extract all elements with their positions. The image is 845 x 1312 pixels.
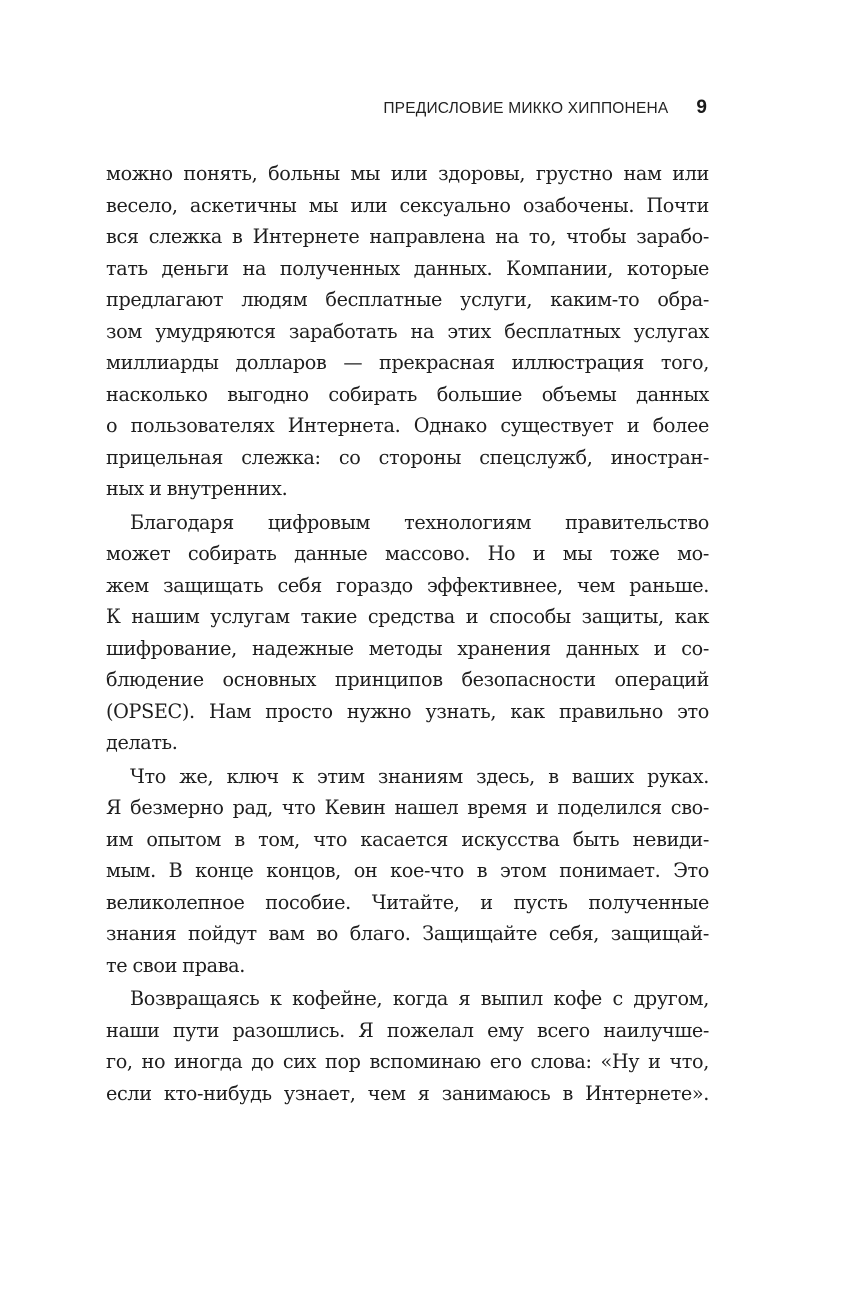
- text-line: если кто-нибудь узнает, чем я занимаюсь в Интернете».: [106, 1081, 709, 1105]
- text-line: жем защищать себя гораздо эффективнее, чем раньше.: [106, 573, 709, 597]
- text-line: им опытом в том, что касается искусства быть невиди-: [106, 827, 709, 851]
- paragraph-2: [106, 507, 709, 759]
- text-line: К нашим услугам такие средства и способы защиты, как: [106, 605, 709, 628]
- text-line: Возвращаясь к кофейне, когда я выпил кофе с другом,: [130, 987, 709, 1010]
- text-line: (OPSEC). Нам просто нужно узнать, как правильно это: [106, 699, 709, 723]
- text-line: Что же, ключ к этим знаниям здесь, в ваших руках.: [130, 764, 709, 788]
- text-line: вся слежка в Интернете направлена на то, чтобы зарабо-: [106, 225, 709, 248]
- text-line: весело, аскетичны мы или сексуально озабочены. Почти: [106, 193, 709, 217]
- paragraph-4: [106, 983, 709, 1109]
- running-head: [106, 97, 707, 119]
- paragraph-1: [106, 158, 709, 505]
- text-line: шифрование, надежные методы хранения данных и со-: [106, 636, 709, 660]
- text-line: наши пути разошлись. Я пожелал ему всего наилучше-: [106, 1018, 709, 1042]
- text-line: го, но иногда до сих пор вспоминаю его слова: «Ну и что,: [106, 1050, 709, 1073]
- text-line: те свои права.: [106, 953, 246, 977]
- text-line: тать деньги на полученных данных. Компании, которые: [106, 256, 709, 280]
- text-line: прицельная слежка: со стороны спецслужб, иностран-: [106, 445, 709, 469]
- text-line: ных и внутренних.: [106, 477, 288, 500]
- text-line: делать.: [106, 731, 178, 754]
- page-number: 9: [696, 97, 707, 118]
- text-line: блюдение основных принципов безопасности операций: [106, 668, 709, 691]
- paragraph-3: [106, 761, 709, 982]
- body-text: [106, 158, 709, 1111]
- text-line: Я безмерно рад, что Кевин нашел время и поделился сво-: [106, 796, 709, 819]
- text-line: может собирать данные массово. Но и мы тоже мо-: [106, 542, 709, 565]
- text-line: великолепное пособие. Читайте, и пусть полученные: [106, 890, 709, 914]
- text-line: о пользователях Интернета. Однако существует и более: [106, 414, 709, 437]
- text-line: зом умудряются заработать на этих бесплатных услугах: [106, 319, 709, 343]
- text-line: можно понять, больны мы или здоровы, грустно нам или: [106, 162, 709, 185]
- text-line: мым. В конце концов, он кое-что в этом понимает. Это: [106, 859, 709, 882]
- text-line: насколько выгодно собирать большие объемы данных: [106, 382, 709, 406]
- text-line: миллиарды долларов — прекрасная иллюстрация того,: [106, 351, 709, 374]
- text-line: предлагают людям бесплатные услуги, каким-то обра-: [106, 288, 709, 311]
- text-line: Благодаря цифровым технологиям правительство: [130, 510, 709, 534]
- running-title: ПРЕДИСЛОВИЕ МИККО ХИППОНЕНА: [383, 100, 669, 117]
- text-line: знания пойдут вам во благо. Защищайте себя, защищай-: [106, 922, 709, 945]
